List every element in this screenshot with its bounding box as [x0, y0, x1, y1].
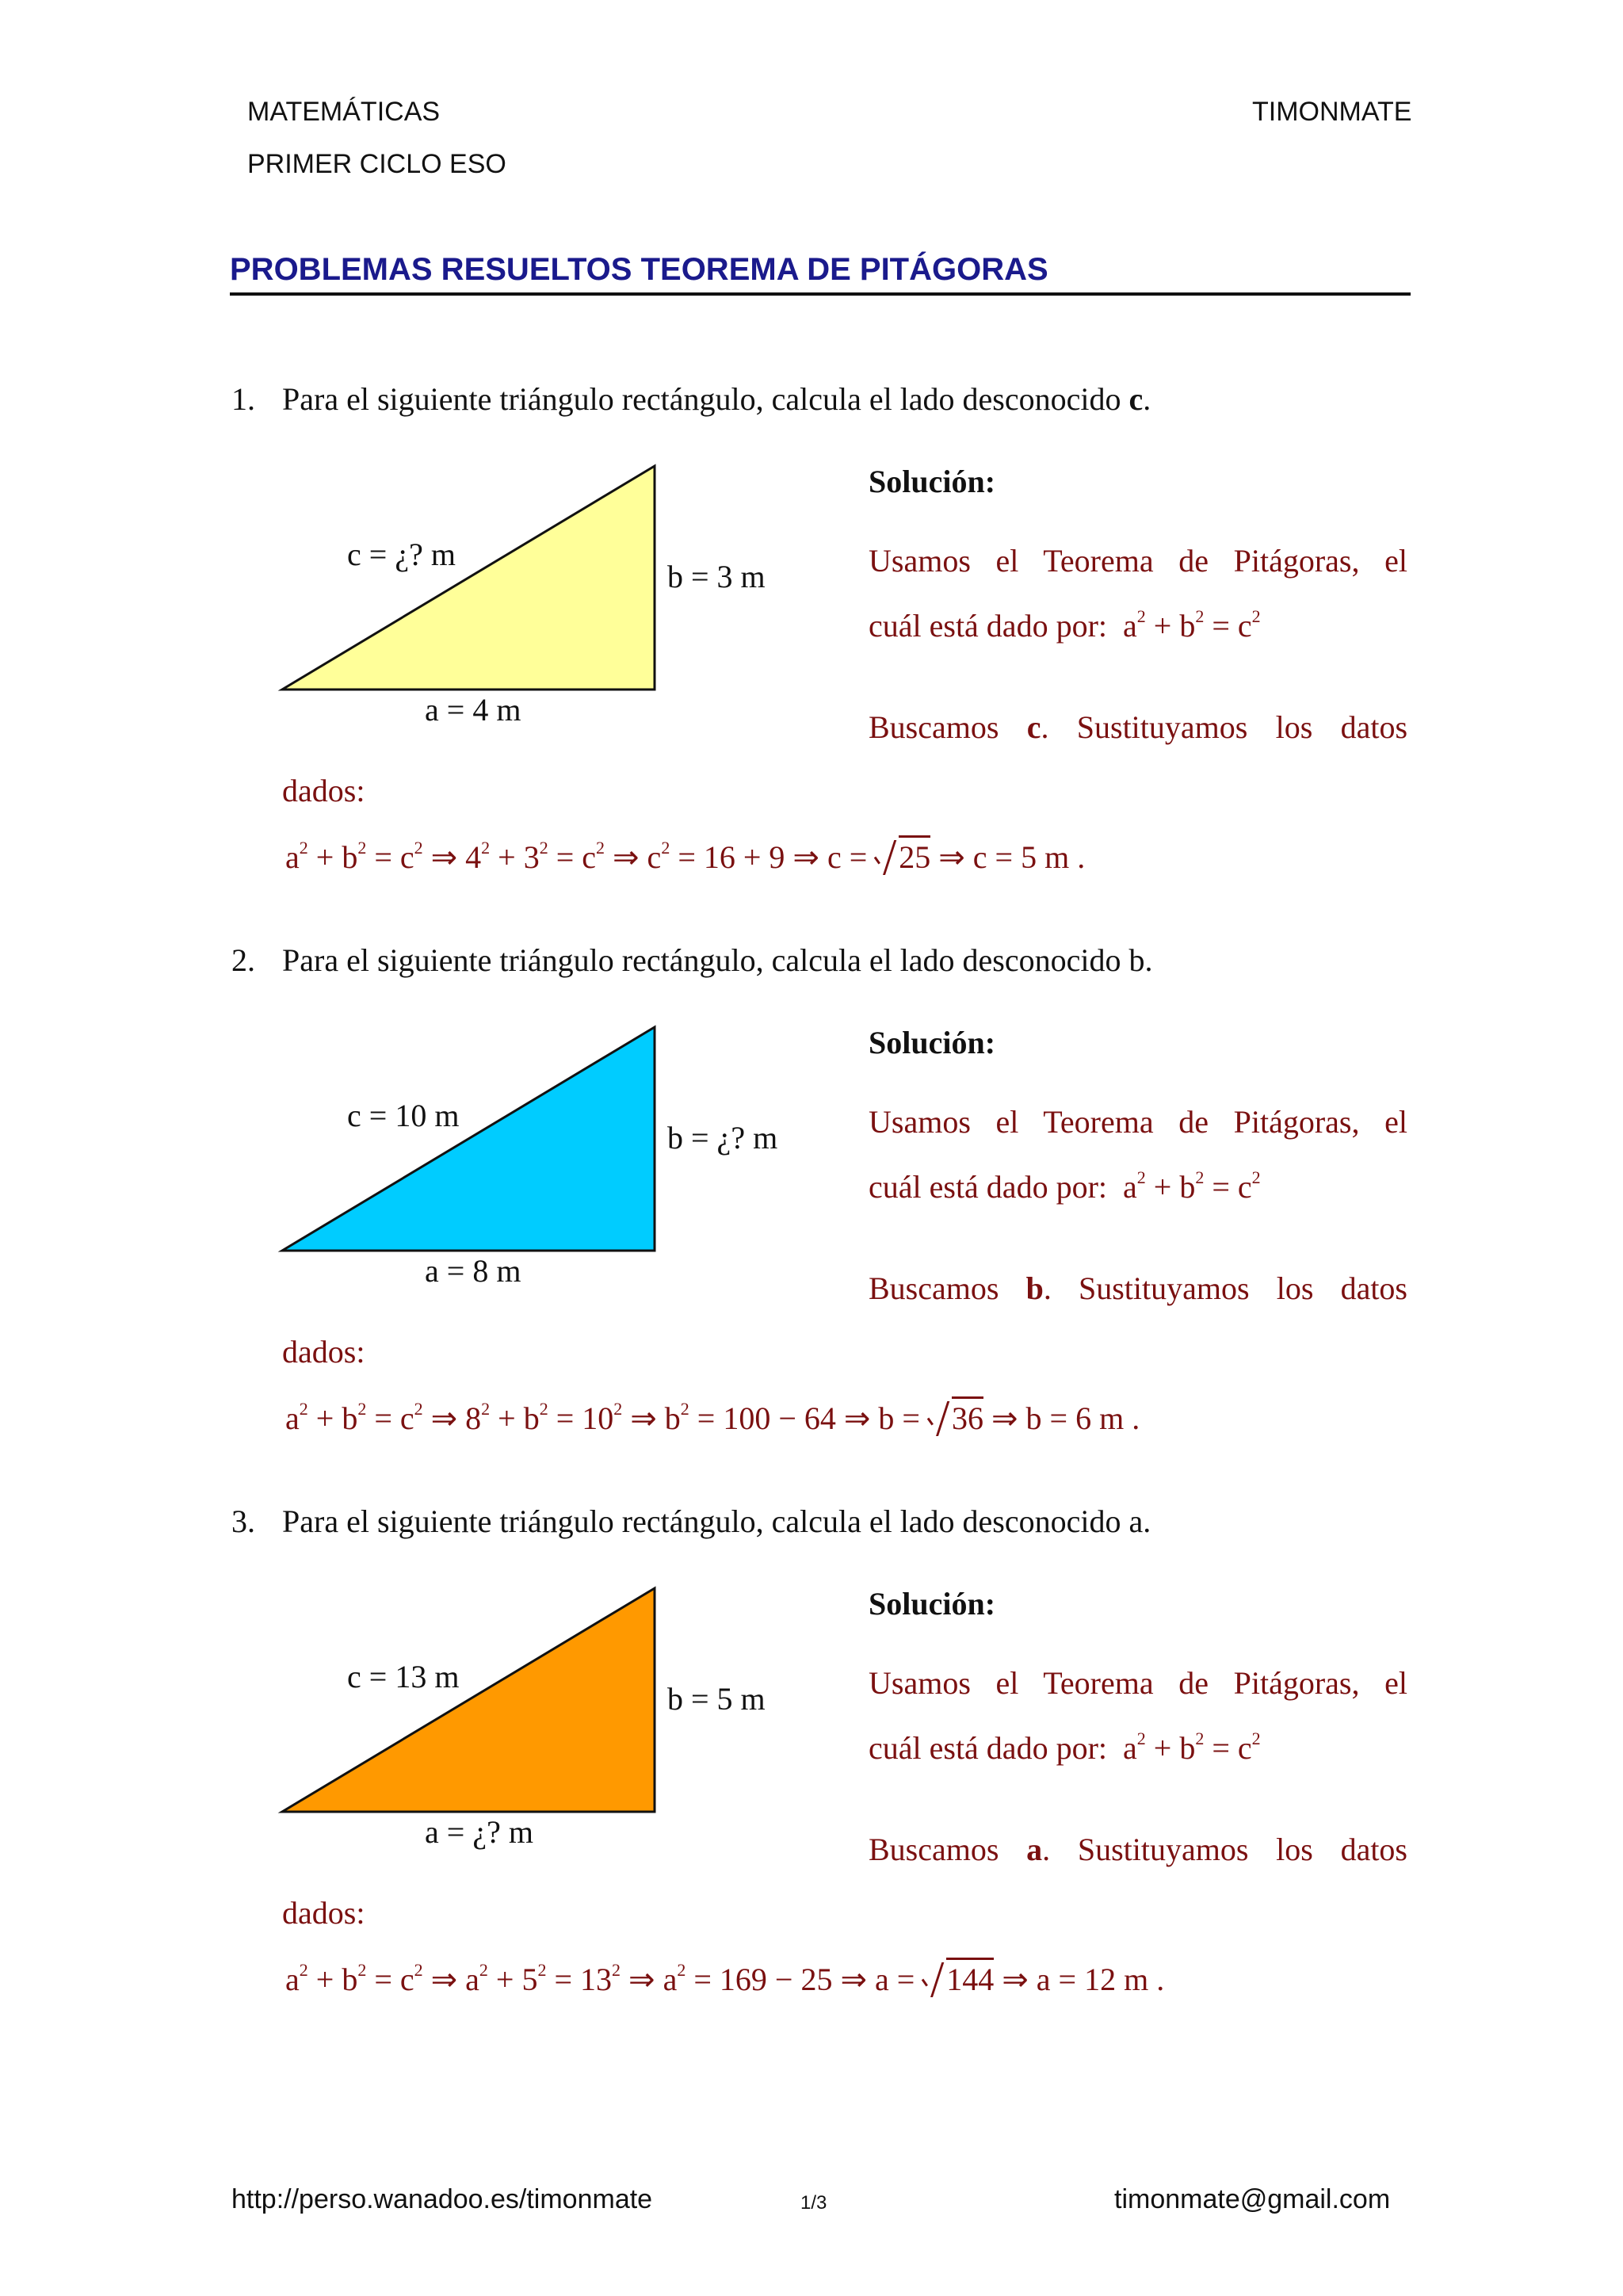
unknown-variable: c — [1128, 381, 1144, 417]
problem-3-solution-line2 — [869, 1729, 1407, 1767]
calc-part: ⇒ a — [628, 1962, 678, 1997]
problem-2-solution-label: Solución: — [869, 1025, 996, 1060]
formula-a: a — [1123, 1169, 1137, 1205]
line3-post: . Sustituyamos los datos — [1042, 1832, 1407, 1867]
line3-post: . Sustituyamos los datos — [1043, 1270, 1407, 1306]
triangle-3 — [282, 1588, 655, 1812]
formula-exp: 2 — [1136, 1729, 1146, 1748]
header-subject: MATEMÁTICAS — [247, 97, 441, 127]
problem-number: 3. — [231, 1503, 255, 1539]
formula-exp: 2 — [1251, 1167, 1261, 1187]
calc-part: ⇒ 8 — [430, 1400, 482, 1436]
pythagoras-formula — [1123, 1169, 1261, 1205]
problem-3-solution-line1: Usamos el Teorema de Pitágoras, el — [869, 1665, 1407, 1701]
problem-1-calculation: $a^2 + b^2 = c^2$ ⇒ $4^2 + 3^2 = c^2$ ⇒ $c^2 = 16 + 9$ ⇒ c = 25 ⇒ c = 5 m . — [285, 839, 1085, 876]
calc-part: = 10 — [556, 1400, 614, 1436]
problem-2-solution-line3 — [869, 1270, 1407, 1307]
triangle-2 — [282, 1027, 655, 1251]
calc-part: + 3 — [498, 839, 540, 875]
header-brand: TIMONMATE — [1252, 97, 1412, 127]
calc-part: a — [285, 839, 300, 875]
calc-part: a — [285, 1400, 300, 1436]
triangle-1 — [282, 466, 655, 690]
formula-a: a — [1123, 608, 1137, 644]
problem-2-solution-line2 — [869, 1168, 1407, 1205]
square-root — [875, 839, 930, 876]
triangle-1-label-b: b = 3 m — [667, 559, 766, 594]
problem-3-calculation: $a^2 + b^2 = c^2$ ⇒ $a^2 + 5^2 = 13^2$ ⇒ $a^2 = 169 - 25$ ⇒ a = 144 ⇒ a = 12 m . — [285, 1961, 1164, 1998]
formula-intro: cuál está dado por: — [869, 608, 1107, 644]
problem-2-solution-line1: Usamos el Teorema de Pitágoras, el — [869, 1104, 1407, 1140]
problem-2-calculation: $a^2 + b^2 = c^2$ ⇒ $8^2 + b^2 = 10^2$ ⇒ $b^2 = 100 - 64$ ⇒ b = 36 ⇒ b = 6 m . — [285, 1400, 1140, 1437]
line3-variable: b — [1025, 1270, 1044, 1306]
line3-pre: Buscamos — [869, 1832, 1027, 1867]
problem-2-statement — [231, 942, 1153, 979]
problem-number: 2. — [231, 942, 255, 978]
calc-part: = c — [374, 839, 414, 875]
square-root — [922, 1961, 994, 1998]
formula-b: + b — [1153, 1169, 1196, 1205]
calc-part: ⇒ c — [613, 839, 662, 875]
line3-pre: Buscamos — [869, 709, 1027, 745]
problem-3-dados: dados: — [282, 1895, 365, 1931]
radicand: 36 — [952, 1396, 983, 1436]
statement-text: Para el siguiente triángulo rectángulo, calcula el lado desconocido — [282, 381, 1129, 417]
calc-part: = 16 + 9 ⇒ c = — [678, 839, 868, 875]
calc-part: = 100 − 64 ⇒ b = — [697, 1400, 920, 1436]
formula-b: + b — [1153, 1730, 1196, 1766]
calc-part: = c — [374, 1400, 414, 1436]
footer-email-link[interactable]: timonmate@gmail.com — [1114, 2184, 1391, 2214]
calc-part: = 169 − 25 ⇒ a = — [693, 1962, 915, 1997]
problem-number: 1. — [231, 381, 255, 417]
problem-2-dados: dados: — [282, 1334, 365, 1370]
formula-intro: cuál está dado por: — [869, 1730, 1107, 1766]
footer-url-link[interactable]: http://perso.wanadoo.es/timonmate — [231, 2184, 653, 2214]
calc-part: = 13 — [554, 1962, 613, 1997]
formula-a: a — [1123, 1730, 1137, 1766]
calc-result: ⇒ c = 5 m . — [938, 839, 1086, 875]
calc-part: + 5 — [495, 1962, 538, 1997]
calc-part: + b — [315, 1400, 358, 1436]
triangle-2-label-b: b = ¿? m — [667, 1120, 778, 1156]
problem-1-solution-line1: Usamos el Teorema de Pitágoras, el — [869, 543, 1407, 579]
triangle-1-label-c: c = ¿? m — [347, 537, 456, 572]
footer-page-number: 1/3 — [800, 2192, 827, 2214]
statement-end: . — [1143, 381, 1151, 417]
radicand: 25 — [899, 835, 930, 875]
problem-1-dados: dados: — [282, 773, 365, 808]
calc-result: ⇒ a = 12 m . — [1002, 1962, 1165, 1997]
triangle-1-label-a: a = 4 m — [425, 692, 521, 728]
problem-1-solution-line2 — [869, 607, 1407, 644]
line3-post: . Sustituyamos los datos — [1041, 709, 1408, 745]
formula-exp: 2 — [1195, 1167, 1205, 1187]
problem-3-solution-line3 — [869, 1831, 1407, 1868]
statement-text: Para el siguiente triángulo rectángulo, calcula el lado desconocido b. — [282, 942, 1153, 978]
problem-1-solution-line3 — [869, 709, 1407, 746]
calc-part: ⇒ b — [630, 1400, 681, 1436]
radicand: 144 — [946, 1958, 994, 1997]
triangle-2-label-a: a = 8 m — [425, 1253, 521, 1289]
page-title: PROBLEMAS RESUELTOS TEOREMA DE PITÁGORAS — [230, 252, 1048, 287]
formula-exp: 2 — [1251, 1729, 1261, 1748]
problem-3-solution-label: Solución: — [869, 1586, 996, 1622]
calc-part: = c — [556, 839, 597, 875]
triangle-3-label-c: c = 13 m — [347, 1659, 460, 1694]
triangle-2-label-c: c = 10 m — [347, 1098, 460, 1133]
triangle-3-label-b: b = 5 m — [667, 1681, 766, 1717]
formula-exp: 2 — [1251, 606, 1261, 626]
problem-1-solution-label: Solución: — [869, 464, 996, 499]
triangle-3-label-a: a = ¿? m — [425, 1814, 533, 1850]
pythagoras-formula — [1123, 608, 1261, 644]
line3-variable: a — [1026, 1832, 1043, 1867]
problem-1-statement — [231, 380, 1151, 418]
statement-text: Para el siguiente triángulo rectángulo, calcula el lado desconocido a. — [282, 1503, 1151, 1539]
calc-part: + b — [315, 839, 358, 875]
calc-part: ⇒ 4 — [430, 839, 482, 875]
calc-part: ⇒ a — [430, 1962, 479, 1997]
line3-variable: c — [1026, 709, 1041, 745]
formula-exp: 2 — [1136, 606, 1146, 626]
formula-exp: 2 — [1195, 606, 1205, 626]
formula-c: = c — [1212, 608, 1252, 644]
line3-pre: Buscamos — [869, 1270, 1026, 1306]
calc-part: a — [285, 1962, 300, 1997]
calc-part: + b — [498, 1400, 540, 1436]
formula-exp: 2 — [1136, 1167, 1146, 1187]
formula-b: + b — [1153, 608, 1196, 644]
problem-3-statement — [231, 1503, 1151, 1540]
formula-c: = c — [1212, 1730, 1252, 1766]
calc-result: ⇒ b = 6 m . — [991, 1400, 1140, 1436]
pythagoras-formula — [1123, 1730, 1261, 1766]
formula-c: = c — [1212, 1169, 1252, 1205]
header-level: PRIMER CICLO ESO — [247, 149, 506, 179]
calc-part: + b — [315, 1962, 358, 1997]
calc-part: = c — [374, 1962, 414, 1997]
formula-intro: cuál está dado por: — [869, 1169, 1107, 1205]
formula-exp: 2 — [1195, 1729, 1205, 1748]
square-root — [928, 1400, 983, 1437]
